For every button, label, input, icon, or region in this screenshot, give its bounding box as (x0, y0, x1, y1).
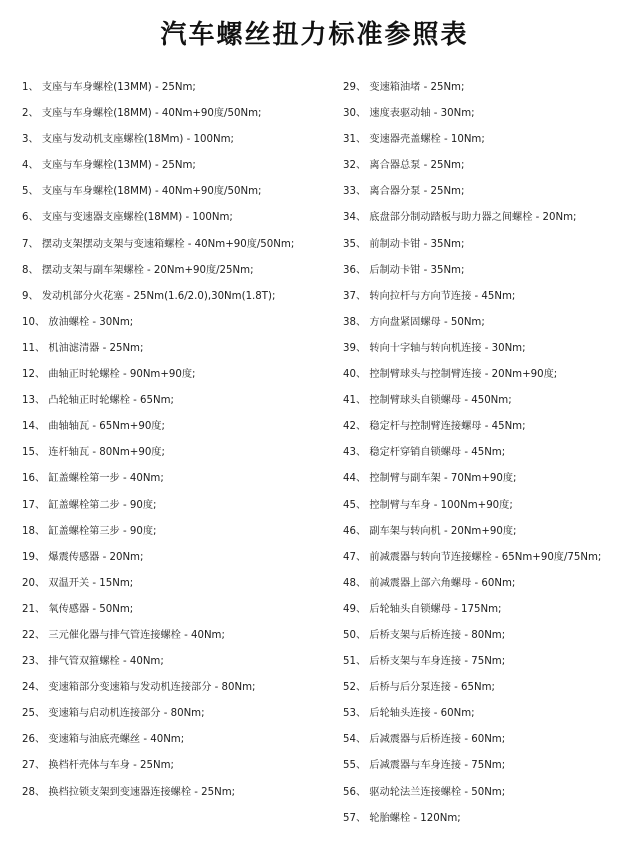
torque-list-item: 45、 控制臂与车身 - 100Nm+90度; (343, 499, 513, 511)
torque-list-item: 1、 支座与车身螺栓(13MM) - 25Nm; (22, 82, 196, 93)
torque-list-item: 32、 离合器总泵 - 25Nm; (343, 160, 465, 172)
torque-list-item: 19、 爆震传感器 - 20Nm; (22, 551, 144, 563)
torque-list-item: 48、 前减震器上部六角螺母 - 60Nm; (343, 577, 516, 589)
torque-list-item: 53、 后轮轴头连接 - 60Nm; (343, 708, 475, 720)
torque-list-item: 11、 机油滤清器 - 25Nm; (22, 342, 144, 354)
torque-list-item: 15、 连杆轴瓦 - 80Nm+90度; (22, 447, 165, 459)
torque-list-item: 5、 支座与车身螺栓(18MM) - 40Nm+90度/50Nm; (22, 186, 262, 198)
torque-list-item: 4、 支座与车身螺栓(13MM) - 25Nm; (22, 160, 196, 172)
torque-list-item: 9、 发动机部分火花塞 - 25Nm(1.6/2.0),30Nm(1.8T); (22, 290, 276, 302)
torque-list-item: 2、 支座与车身螺栓(18MM) - 40Nm+90度/50Nm; (22, 108, 262, 120)
page-title: 汽车螺丝扭力标准参照表 (160, 20, 469, 50)
torque-list-item: 39、 转向十字轴与转向机连接 - 30Nm; (343, 342, 526, 354)
torque-list-item: 23、 排气管双箍螺栓 - 40Nm; (22, 656, 164, 668)
torque-list-item: 3、 支座与发动机支座螺栓(18Mm) - 100Nm; (22, 134, 234, 146)
torque-list-item: 12、 曲轴正时轮螺栓 - 90Nm+90度; (22, 369, 196, 381)
torque-list-item: 27、 换档杆壳体与车身 - 25Nm; (22, 760, 174, 772)
torque-list-item: 41、 控制臂球头自锁螺母 - 450Nm; (343, 395, 512, 407)
torque-list-item: 35、 前制动卡钳 - 35Nm; (343, 238, 465, 250)
torque-list-item: 17、 缸盖螺栓第二步 - 90度; (22, 499, 157, 511)
torque-list-item: 36、 后制动卡钳 - 35Nm; (343, 264, 465, 276)
torque-list-item: 56、 驱动轮法兰连接螺栓 - 50Nm; (343, 786, 506, 798)
torque-list-item: 46、 副车架与转向机 - 20Nm+90度; (343, 525, 517, 537)
torque-list-item: 43、 稳定杆穿销自锁螺母 - 45Nm; (343, 447, 506, 459)
torque-list-item: 38、 方向盘紧固螺母 - 50Nm; (343, 316, 485, 328)
torque-list-item: 33、 离合器分泵 - 25Nm; (343, 186, 465, 198)
torque-list-item: 10、 放油螺栓 - 30Nm; (22, 316, 134, 328)
right-column-list (343, 75, 625, 832)
torque-list-item: 28、 换档拉锁支架到变速器连接螺栓 - 25Nm; (22, 786, 236, 798)
torque-list-item: 31、 变速器壳盖螺栓 - 10Nm; (343, 134, 485, 146)
torque-list-item: 26、 变速箱与油底壳螺丝 - 40Nm; (22, 734, 185, 746)
torque-list-item: 8、 摆动支架与副车架螺栓 - 20Nm+90度/25Nm; (22, 264, 254, 276)
torque-list-item: 24、 变速箱部分变速箱与发动机连接部分 - 80Nm; (22, 682, 256, 694)
torque-list-item: 37、 转向拉杆与方向节连接 - 45Nm; (343, 290, 516, 302)
torque-list-item: 22、 三元催化器与排气管连接螺栓 - 40Nm; (22, 629, 225, 641)
torque-list-item: 14、 曲轴轴瓦 - 65Nm+90度; (22, 421, 165, 433)
torque-list-item: 52、 后桥与后分泵连接 - 65Nm; (343, 682, 495, 694)
torque-list-item: 30、 速度表驱动轴 - 30Nm; (343, 108, 475, 120)
torque-list-item: 25、 变速箱与启动机连接部分 - 80Nm; (22, 708, 205, 720)
torque-list-item: 54、 后减震器与后桥连接 - 60Nm; (343, 734, 506, 746)
torque-list-item: 49、 后轮轴头自锁螺母 - 175Nm; (343, 603, 502, 615)
torque-list-item: 51、 后桥支架与车身连接 - 75Nm; (343, 656, 506, 668)
torque-list-item: 16、 缸盖螺栓第一步 - 40Nm; (22, 473, 164, 485)
torque-list-item: 29、 变速箱油堵 - 25Nm; (343, 82, 465, 93)
torque-list-item: 21、 氧传感器 - 50Nm; (22, 603, 134, 615)
torque-list-item: 13、 凸轮轴正时轮螺栓 - 65Nm; (22, 395, 174, 407)
torque-list-item: 40、 控制臂球头与控制臂连接 - 20Nm+90度; (343, 369, 558, 381)
left-column-list (22, 75, 332, 806)
torque-list-item: 57、 轮胎螺栓 - 120Nm; (343, 812, 461, 824)
torque-list-item: 6、 支座与变速器支座螺栓(18MM) - 100Nm; (22, 212, 233, 224)
torque-list-item: 42、 稳定杆与控制臂连接螺母 - 45Nm; (343, 421, 526, 433)
torque-list-item: 20、 双温开关 - 15Nm; (22, 577, 134, 589)
torque-list-item: 34、 底盘部分制动踏板与助力器之间螺栓 - 20Nm; (343, 212, 577, 224)
torque-list-item: 47、 前减震器与转向节连接螺栓 - 65Nm+90度/75Nm; (343, 551, 602, 563)
torque-list-item: 7、 摆动支架摆动支架与变速箱螺栓 - 40Nm+90度/50Nm; (22, 238, 295, 250)
torque-list-item: 55、 后减震器与车身连接 - 75Nm; (343, 760, 506, 772)
torque-list-item: 44、 控制臂与副车架 - 70Nm+90度; (343, 473, 517, 485)
torque-list-item: 50、 后桥支架与后桥连接 - 80Nm; (343, 629, 506, 641)
torque-list-item: 18、 缸盖螺栓第三步 - 90度; (22, 525, 157, 537)
